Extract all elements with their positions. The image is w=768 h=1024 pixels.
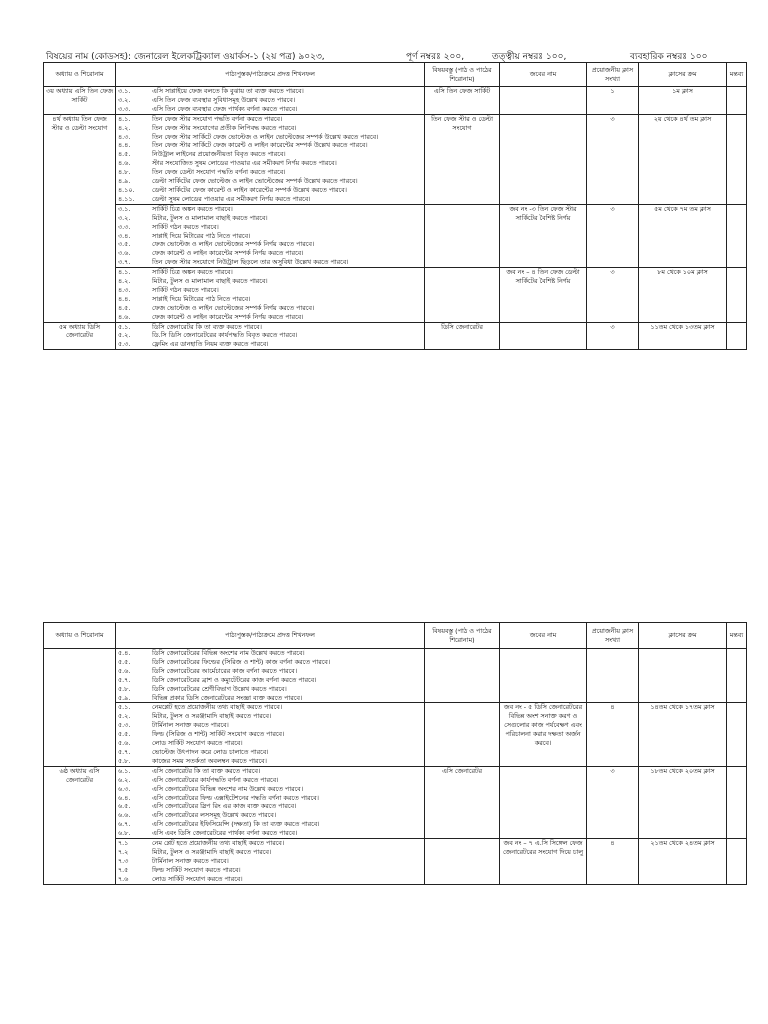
- outcome-text: সাপ্লাই দিয়ে মিটারের পাঠ নিতে পারবে।: [152, 231, 251, 240]
- class-count-cell: ৩: [587, 766, 639, 838]
- outcome-number: ৫.৩.: [118, 340, 131, 349]
- outcome-item: [118, 685, 422, 694]
- outcome-text: এসি জেনারেটরের বিভিন্ন অংশের নাম উল্লেখ করতে পারবে।: [152, 784, 304, 793]
- outcome-item: [118, 785, 422, 794]
- outcome-item: [118, 739, 422, 748]
- outcome-number: ৪.২.: [118, 277, 131, 286]
- outcome-item: [118, 277, 422, 286]
- outcome-item: [118, 340, 422, 349]
- outcome-item: [118, 205, 422, 214]
- outcomes-cell: [116, 268, 425, 322]
- outcome-text: এসি জেনারেটরের ফিল্ড এক্সাইটেশনের পদ্ধতি বর্ণনা করতে পারবে।: [152, 793, 319, 802]
- column-header: ক্লাসের ক্রম: [639, 623, 727, 649]
- outcome-number: ৩.৩.: [118, 104, 131, 113]
- outcome-text: এসি তিন ফেজ ব্যবস্থার ফেজ পার্থক্য বর্ণনা করতে পারবে।: [152, 104, 298, 113]
- outcome-number: ৪.৫.: [118, 150, 131, 159]
- outcome-text: তিন ফেজ স্টার সংযোগ পদ্ধতি বর্ণনা করতে পারবে।: [152, 114, 283, 123]
- column-header: জবের নাম: [500, 63, 587, 87]
- chapter-cell: [44, 649, 116, 767]
- outcome-item: [118, 249, 422, 258]
- outcome-number: ৪.৪.: [118, 141, 131, 150]
- outcome-text: টার্মিনাল সনাক্ত করতে পারবে।: [152, 856, 229, 865]
- outcome-text: বিভিন্ন প্রকার ডিসি জেনারেটরের সংজ্ঞা ব্যক্ত করতে পারবে।: [152, 693, 303, 702]
- outcome-item: [118, 776, 422, 785]
- content-cell: তিন ফেজ স্টার ও ডেল্টা সংযোগ: [425, 114, 500, 204]
- outcome-number: ৬.২.: [118, 775, 131, 784]
- outcome-item: [118, 295, 422, 304]
- class-order-cell: ১৮তম থেকে ২০তম ক্লাস: [639, 766, 727, 838]
- outcome-number: ৭.৩: [118, 856, 129, 865]
- outcome-item: [118, 313, 422, 322]
- outcome-text: এসি জেনারেটরের লসসমূহ উল্লেখ করতে পারবে।: [152, 811, 277, 820]
- outcome-number: ৫.৩.: [118, 721, 131, 730]
- outcome-item: [118, 141, 422, 150]
- theory-marks: তত্ত্বীয় নম্বরঃ ১০০,: [492, 52, 567, 62]
- outcome-item: [118, 649, 422, 658]
- column-header: পাঠ্যপুস্তক/পাঠ্যক্রমে প্রদত্ত শিখনফল: [116, 623, 425, 649]
- outcome-number: ৬.৭.: [118, 820, 131, 829]
- outcome-item: [118, 721, 422, 730]
- outcome-text: তিন ফেজ স্টার সার্কিটে ফেজ কারেন্ট ও লাইন কারেন্টের সম্পর্ক উল্লেখ করতে পারবে।: [152, 141, 368, 150]
- outcome-text: ডি.সি ডিসি জেনারেটরের কার্যপদ্ধতি বিবৃত করতে পারবে।: [152, 331, 298, 340]
- outcome-text: ফেজ ভোল্টেজ ও লাইন ভোল্টেজের সম্পর্ক নির্ণয় করতে পারবে।: [152, 303, 315, 312]
- class-order-cell: ৮ম থেকে ১০ম ক্লাস: [639, 268, 727, 322]
- outcome-text: ডেল্টা সার্কিটের ফেজ ভোল্টেজ ও লাইন ভোল্টেজের সম্পর্ক উল্লেখ করতে পারবে।: [152, 177, 358, 186]
- outcome-item: [118, 286, 422, 295]
- job-cell: [500, 114, 587, 204]
- outcome-text: সার্কিট গঠন করতে পারবে।: [152, 222, 219, 231]
- class-count-cell: ৩: [587, 322, 639, 350]
- outcome-item: [118, 857, 422, 866]
- outcome-text: এসি জেনারেটরের ইফিসিয়েন্সি (দক্ষতা) কি তা ব্যক্ত করতে পারবে।: [152, 820, 320, 829]
- table-row: [44, 766, 747, 838]
- outcome-item: [118, 667, 422, 676]
- outcome-item: [118, 730, 422, 739]
- outcome-item: [118, 105, 422, 114]
- outcome-text: মিটার, টুলস ও সরঞ্জামাদি বাছাই করতে পারবে।: [152, 847, 272, 856]
- table-row: [44, 839, 747, 885]
- table-row: [44, 703, 747, 766]
- outcome-item: [118, 767, 422, 776]
- outcome-text: মিটার, টুলস ও মালামাল বাছাই করতে পারবে।: [152, 277, 268, 286]
- practical-marks: ব্যবহারিক নম্বরঃ ১০০: [630, 52, 708, 62]
- outcome-number: ৩.৬.: [118, 249, 131, 258]
- outcome-item: [118, 866, 422, 875]
- outcome-text: স্টার সংযোজিত সুষম লোডের পাওয়ার এর সমীকরণ নির্ণয় করতে পারবে।: [152, 159, 337, 168]
- outcomes-cell: [116, 649, 425, 703]
- outcome-number: ৬.৪.: [118, 793, 131, 802]
- outcome-item: [118, 304, 422, 313]
- outcome-item: [118, 757, 422, 766]
- outcome-number: ৪.১.: [118, 268, 131, 277]
- outcome-text: নেমপ্লেট হতে প্রয়োজনীয় তথ্য বাছাই করতে পারবে।: [152, 703, 283, 712]
- column-header: মন্তব্য: [727, 623, 747, 649]
- outcomes-cell: [116, 87, 425, 115]
- outcome-text: ফিল্ড (সিরিজ ও শান্ট) সার্কিট সংযোগ করতে পারবে।: [152, 730, 285, 739]
- outcome-item: [118, 676, 422, 685]
- chapter-cell: ৩য় অধ্যায় এসি তিন ফেজ সার্কিট: [44, 87, 116, 115]
- outcomes-cell: [116, 703, 425, 766]
- outcome-text: ডিসি জেনারেটর কি তা ব্যক্ত করতে পারবে।: [152, 322, 262, 331]
- column-header: বিষয়বস্তু (পাঠ ও পাঠের শিরোনাম): [425, 63, 500, 87]
- syllabus-table-2: [43, 622, 747, 885]
- outcome-number: ৫.৯.: [118, 693, 131, 702]
- outcome-text: সার্কিট গঠন করতে পারবে।: [152, 285, 219, 294]
- content-cell: এসি তিন ফেজ সার্কিট: [425, 87, 500, 115]
- outcome-item: [118, 124, 422, 133]
- outcome-text: ভোল্টেজ উৎপাদন করে লোড চালাতে পারবে।: [152, 747, 269, 756]
- outcome-number: ৩.২.: [118, 213, 131, 222]
- outcome-item: [118, 268, 422, 277]
- class-order-cell: ৫ম থেকে ৭ম তম ক্লাস: [639, 204, 727, 267]
- outcome-item: [118, 875, 422, 884]
- outcome-item: [118, 258, 422, 267]
- outcome-number: ৪.১১.: [118, 194, 135, 203]
- remarks-cell: [727, 204, 747, 267]
- outcome-number: ৪.২.: [118, 123, 131, 132]
- remarks-cell: [727, 649, 747, 703]
- outcome-text: এসি জেনারেটর কি তা ব্যক্ত করতে পারবে।: [152, 766, 261, 775]
- outcome-item: [118, 195, 422, 204]
- outcome-text: ডিসি জেনারেটরের ফিল্ডের (সিরিজ ও শান্ট) কাজ বর্ণনা করতে পারবে।: [152, 657, 331, 666]
- outcome-text: ডেল্টা সুষম লোডের পাওয়ার এর সমীকরণ নির্ণয় করতে পারবে।: [152, 194, 311, 203]
- outcome-text: ফেজ কারেন্ট ও লাইন কারেন্টের সম্পর্ক নির্ণয় করতে পারবে।: [152, 312, 304, 321]
- class-order-cell: ২১তম থেকে ২৪তম ক্লাস: [639, 839, 727, 885]
- column-header: অধ্যায় ও শিরোনাম: [44, 63, 116, 87]
- outcome-text: এসি এবং ডিসি জেনারেটরের পার্থক্য বর্ণনা করতে পারবে।: [152, 829, 298, 838]
- outcome-item: [118, 694, 422, 703]
- outcome-text: ফিল্ড সার্কিট সংযোগ করতে পারবে।: [152, 865, 241, 874]
- column-header: পাঠ্যপুস্তক/পাঠ্যক্রমে প্রদত্ত শিখনফল: [116, 63, 425, 87]
- outcome-number: ৪.৩.: [118, 132, 131, 141]
- remarks-cell: [727, 703, 747, 766]
- outcome-number: ৩.১.: [118, 87, 131, 95]
- outcome-number: ৬.৬.: [118, 811, 131, 820]
- outcome-text: নেম প্লেট হতে প্রয়োজনীয় তথ্য বাছাই করতে পারবে।: [152, 839, 285, 848]
- table-row: [44, 87, 747, 115]
- outcome-item: [118, 811, 422, 820]
- remarks-cell: [727, 268, 747, 322]
- outcome-text: নিউট্রাল লাইনের প্রয়োজনীয়তা বিবৃত করতে পারবে।: [152, 150, 286, 159]
- table-row: [44, 268, 747, 322]
- class-count-cell: ৩: [587, 204, 639, 267]
- outcome-number: ৫.১.: [118, 703, 131, 712]
- outcome-item: [118, 150, 422, 159]
- outcome-number: ৩.৩.: [118, 222, 131, 231]
- outcome-number: ৬.৩.: [118, 784, 131, 793]
- outcome-text: এসি জেনারেটরের কার্যপদ্ধতি বর্ণনা করতে পারবে।: [152, 775, 279, 784]
- outcome-text: লোড সার্কিট সংযোগ করতে পারবে।: [152, 739, 243, 748]
- outcome-item: [118, 820, 422, 829]
- table-row: [44, 322, 747, 350]
- job-cell: জব নং - ৫ ডিসি জেনারেটরের বিভিন্ন অংশ সনাক্ত করণ ও সেগুলোর কাজ পর্যবেক্ষণ এবং পরিচালনা করার দক্ষতা অর্জন করবে।: [500, 703, 587, 766]
- job-cell: [500, 322, 587, 350]
- outcome-number: ৩.৫.: [118, 240, 131, 249]
- outcome-number: ৫.১.: [118, 322, 131, 331]
- remarks-cell: [727, 87, 747, 115]
- outcome-number: ৫.২.: [118, 331, 131, 340]
- class-count-cell: ৩: [587, 114, 639, 204]
- column-header: বিষয়বস্তু (পাঠ ও পাঠের শিরোনাম): [425, 623, 500, 649]
- outcomes-cell: [116, 204, 425, 267]
- outcome-item: [118, 848, 422, 857]
- class-order-cell: [639, 649, 727, 703]
- outcome-text: ডিসি জেনারেটরের বিভিন্ন অংশের নাম উল্লেখ করতে পারবে।: [152, 649, 305, 657]
- content-cell: [425, 204, 500, 267]
- outcome-item: [118, 658, 422, 667]
- outcome-text: সার্কিট চিত্র অঙ্কন করতে পারবে।: [152, 268, 233, 277]
- content-cell: [425, 268, 500, 322]
- chapter-cell: ৫ম অধ্যায় ডিসি জেনারেটর: [44, 322, 116, 350]
- syllabus-table-1: [43, 62, 747, 350]
- outcome-number: ৩.২.: [118, 95, 131, 104]
- outcome-item: [118, 839, 422, 848]
- outcome-text: মিটার, টুলস ও সরঞ্জামাদি বাছাই করতে পারবে।: [152, 712, 272, 721]
- column-header: প্রয়োজনীয় ক্লাস সংখ্যা: [587, 623, 639, 649]
- job-cell: [500, 87, 587, 115]
- content-cell: [425, 649, 500, 703]
- class-order-cell: ১৪তম থেকে ১৭তম ক্লাস: [639, 703, 727, 766]
- subject-title: বিষয়ের নাম (কোডসহ): জেনারেল ইলেকট্রিক্যাল ওয়ার্কস-১ (২য় পত্র) ৯০২৩,: [46, 52, 325, 62]
- column-header: জবের নাম: [500, 623, 587, 649]
- outcome-number: ৫.৭.: [118, 675, 131, 684]
- outcome-text: সার্কিট চিত্র অঙ্কন করতে পারবে।: [152, 204, 233, 213]
- outcome-text: কাজের সময় সতর্কতা অবলম্বন করতে পারবে।: [152, 756, 267, 765]
- outcome-item: [118, 712, 422, 721]
- class-order-cell: ২য় থেকে ৪র্থ তম ক্লাস: [639, 114, 727, 204]
- job-cell: জব নং – ৪ তিন ফেজ ডেল্টা সার্কিটের বৈশিষ্ট নির্ণয়: [500, 268, 587, 322]
- class-order-cell: ১১তম থেকে ১৩তম ক্লাস: [639, 322, 727, 350]
- outcome-text: এসি সাপ্লাইয়ে ফেজ বলতে কি বুঝায় তা ব্যক্ত করতে পারবে।: [152, 87, 304, 95]
- remarks-cell: [727, 322, 747, 350]
- outcome-number: ৪.৩.: [118, 285, 131, 294]
- outcome-text: এসি তিন ফেজ ব্যবস্থার সুবিধাসমূহ উল্লেখ করতে পারবে।: [152, 95, 296, 104]
- content-cell: [425, 703, 500, 766]
- outcome-number: ৪.৮.: [118, 168, 131, 177]
- outcome-text: ডিসি জেনারেটরের শ্রেণীবিভাগ উল্লেখ করতে পারবে।: [152, 684, 287, 693]
- outcome-text: তিন ফেজ ডেল্টা সংযোগ পদ্ধতি বর্ণনা করতে পারবে।: [152, 168, 286, 177]
- column-header: প্রয়োজনীয় ক্লাস সংখ্যা: [587, 63, 639, 87]
- outcome-item: [118, 133, 422, 142]
- outcome-item: [118, 232, 422, 241]
- outcome-number: ৪.১.: [118, 114, 131, 123]
- outcome-item: [118, 802, 422, 811]
- job-cell: জব নং – ৭ এ.সি সিঙ্গেল ফেজ জেনারেটরের সংযোগ দিয়ে চালু: [500, 839, 587, 885]
- remarks-cell: [727, 766, 747, 838]
- outcome-number: ৭.২: [118, 847, 129, 856]
- outcome-text: ডিসি জেনারেটরের ব্রাশ ও কম্যুটেটরের কাজ বর্ণনা করতে পারবে।: [152, 675, 317, 684]
- class-count-cell: ৪: [587, 703, 639, 766]
- outcome-number: ৪.৬.: [118, 312, 131, 321]
- table-row: [44, 649, 747, 703]
- chapter-cell: ৪র্থ অধ্যায় তিন ফেজ স্টার ও ডেল্টা সংযোগ: [44, 114, 116, 322]
- outcome-text: ফেজ কারেন্ট ও লাইন কারেন্টের সম্পর্ক নির্ণয় করতে পারবে।: [152, 249, 304, 258]
- outcome-text: তিন ফেজ স্টার সংযোগের প্রতীক লিপিবদ্ধ করতে পারবে।: [152, 123, 297, 132]
- outcome-number: ৭.৫: [118, 865, 129, 874]
- column-header: অধ্যায় ও শিরোনাম: [44, 623, 116, 649]
- outcomes-cell: [116, 766, 425, 838]
- outcome-item: [118, 223, 422, 232]
- outcome-item: [118, 794, 422, 803]
- outcomes-cell: [116, 114, 425, 204]
- outcome-number: ৬.৮.: [118, 829, 131, 838]
- column-header: ক্লাসের ক্রম: [639, 63, 727, 87]
- outcome-item: [118, 168, 422, 177]
- full-marks: পূর্ণ নম্বরঃ ২০০,: [406, 52, 465, 62]
- class-count-cell: ১: [587, 87, 639, 115]
- outcomes-cell: [116, 839, 425, 885]
- outcome-text: তিন ফেজ স্টার সার্কিটে ফেজ ভোল্টেজ ও লাইন ভোল্টেজের সম্পর্ক উল্লেখ করতে পারবে।: [152, 132, 379, 141]
- outcome-number: ৫.৪.: [118, 649, 131, 657]
- outcome-number: ৪.৫.: [118, 303, 131, 312]
- outcome-item: [118, 748, 422, 757]
- content-cell: ডিসি জেনারেটর: [425, 322, 500, 350]
- outcome-number: ৬.৫.: [118, 802, 131, 811]
- outcome-number: ৫.৮.: [118, 756, 131, 765]
- outcome-number: ৫.৬.: [118, 666, 131, 675]
- outcome-item: [118, 159, 422, 168]
- outcome-item: [118, 87, 422, 96]
- outcome-item: [118, 177, 422, 186]
- outcome-number: ৫.২.: [118, 712, 131, 721]
- outcome-item: [118, 115, 422, 124]
- outcome-number: ৪.৪.: [118, 294, 131, 303]
- content-cell: এসি জেনারেটর: [425, 766, 500, 838]
- content-cell: [425, 839, 500, 885]
- outcome-item: [118, 240, 422, 249]
- class-count-cell: [587, 649, 639, 703]
- outcome-text: মিটার, টুলস ও মালামাল বাছাই করতে পারবে।: [152, 213, 268, 222]
- outcome-text: ডেল্টা সার্কিটের ফেজ কারেন্ট ও লাইন কারেন্টের সম্পর্ক উল্লেখ করতে পারবে।: [152, 185, 347, 194]
- outcome-text: ফ্লেমিং এর ডানহাতি নিয়ম ব্যক্ত করতে পারবে।: [152, 340, 269, 349]
- outcome-item: [118, 186, 422, 195]
- outcome-number: ৪.৯.: [118, 177, 131, 186]
- column-header: মন্তব্য: [727, 63, 747, 87]
- outcome-text: ডিসি জেনারেটরের আর্মেচারের কাজ বর্ণনা করতে পারবে।: [152, 666, 297, 675]
- outcome-number: ৭.১: [118, 839, 129, 848]
- outcome-item: [118, 331, 422, 340]
- job-cell: জব নং -৩ তিন ফেজ স্টার সার্কিটের বৈশিষ্ট নির্ণয়: [500, 204, 587, 267]
- table-row: [44, 114, 747, 204]
- outcome-number: ৪.৬.: [118, 159, 131, 168]
- outcome-text: তিন ফেজ স্টার সংযোগে নিউট্রাল ছিড়লে তার অসুবিধা উল্লেখ করতে পারবে।: [152, 258, 349, 267]
- class-order-cell: ১ম ক্লাস: [639, 87, 727, 115]
- remarks-cell: [727, 839, 747, 885]
- outcome-text: সাপ্লাই দিয়ে মিটারের পাঠ নিতে পারবে।: [152, 294, 251, 303]
- table-row: [44, 204, 747, 267]
- outcome-number: ৫.৮.: [118, 684, 131, 693]
- remarks-cell: [727, 114, 747, 204]
- outcome-number: ৪.১০.: [118, 185, 135, 194]
- outcome-text: লোড সার্কিট সংযোগ করতে পারবে।: [152, 874, 243, 883]
- outcome-number: ৩.৪.: [118, 231, 131, 240]
- job-cell: [500, 649, 587, 703]
- outcome-number: ৭.৬: [118, 874, 129, 883]
- outcome-number: ৩.১.: [118, 204, 131, 213]
- outcome-item: [118, 96, 422, 105]
- outcome-item: [118, 323, 422, 332]
- outcome-item: [118, 829, 422, 838]
- job-cell: [500, 766, 587, 838]
- outcome-number: ৫.৭.: [118, 747, 131, 756]
- outcome-text: ফেজ ভোল্টেজ ও লাইন ভোল্টেজের সম্পর্ক নির্ণয় করতে পারবে।: [152, 240, 315, 249]
- outcome-number: ৫.৫.: [118, 657, 131, 666]
- class-count-cell: ৩: [587, 268, 639, 322]
- outcome-number: ৩.৭.: [118, 258, 131, 267]
- outcome-number: ৬.১.: [118, 766, 131, 775]
- outcomes-cell: [116, 322, 425, 350]
- outcome-text: টার্মিনাল সনাক্ত করতে পারবে।: [152, 721, 229, 730]
- outcome-number: ৫.৫.: [118, 730, 131, 739]
- outcome-text: এসি জেনারেটরের স্লিপ রিং এর কাজ ব্যক্ত করতে পারবে।: [152, 802, 297, 811]
- class-count-cell: ৪: [587, 839, 639, 885]
- chapter-cell: ৬ষ্ঠ অধ্যায় এসি জেনারেটর: [44, 766, 116, 884]
- outcome-number: ৫.৬.: [118, 739, 131, 748]
- outcome-item: [118, 214, 422, 223]
- outcome-item: [118, 703, 422, 712]
